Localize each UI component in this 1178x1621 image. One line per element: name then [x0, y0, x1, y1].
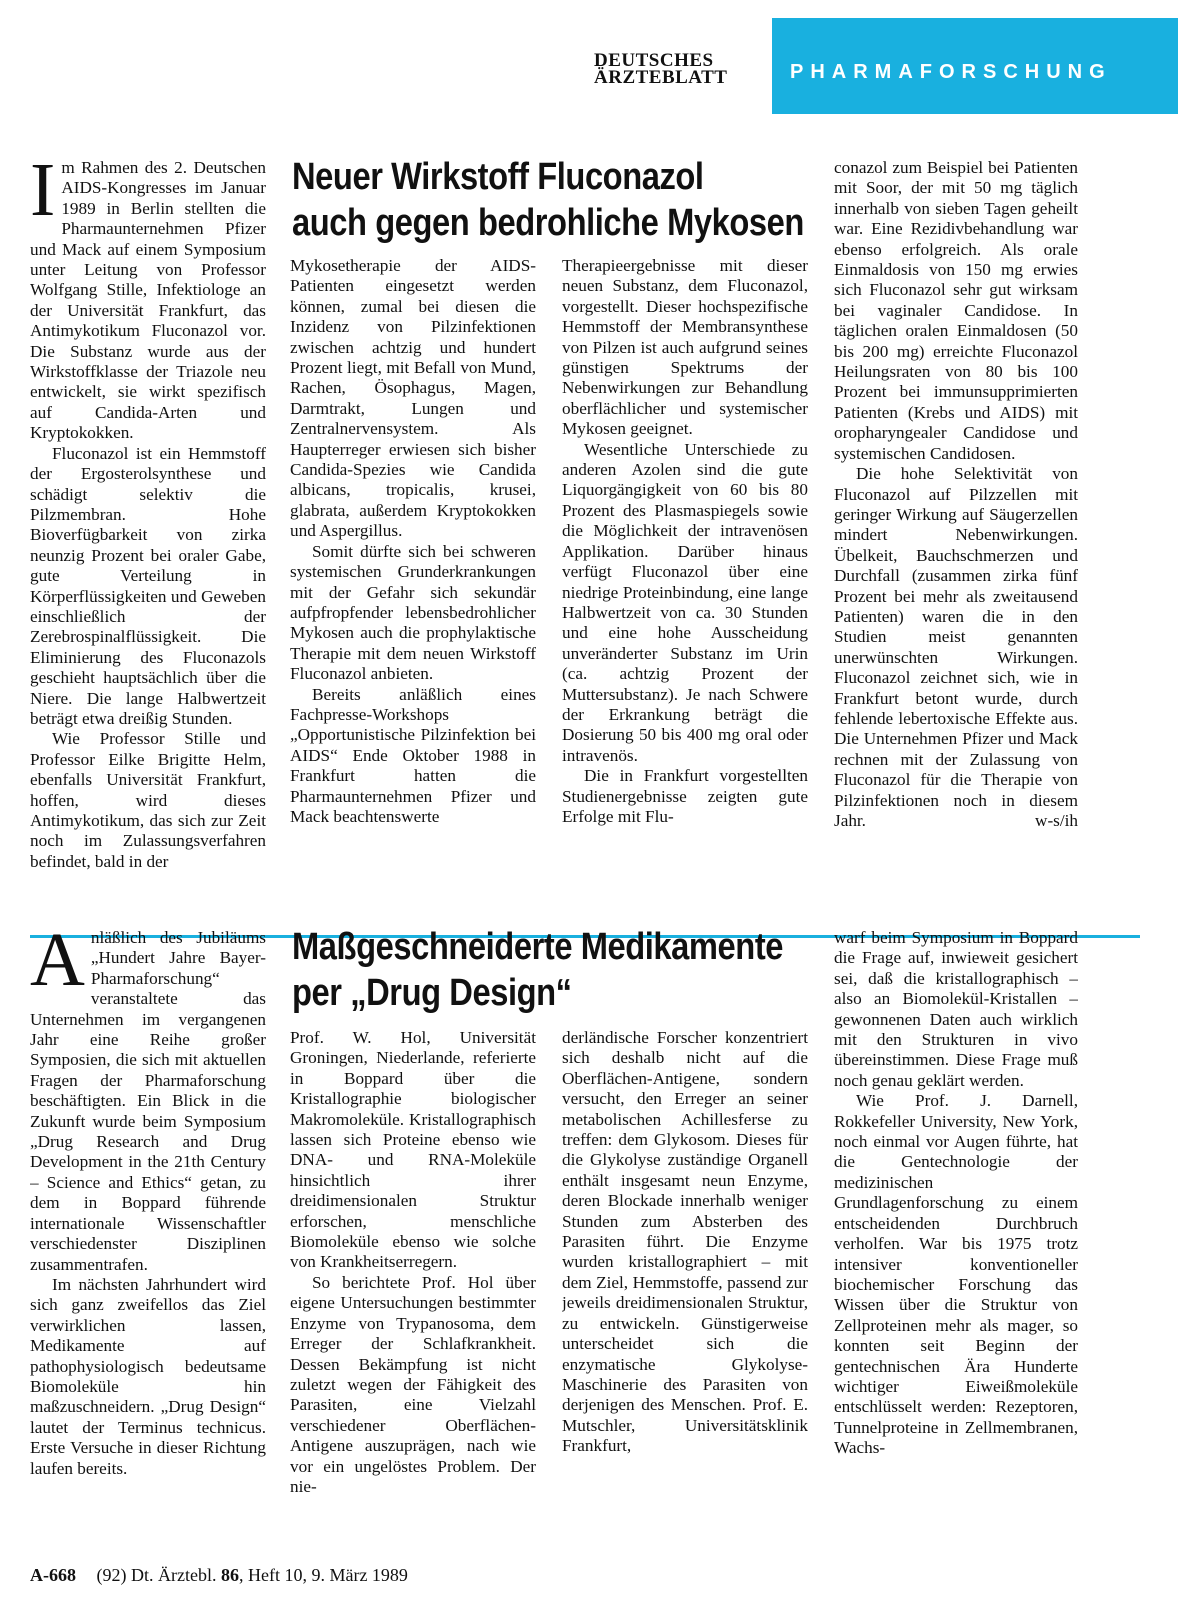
dropcap: A	[30, 928, 85, 1002]
page-footer	[30, 1565, 408, 1586]
article2-column-4	[834, 928, 1078, 1498]
paragraph: Im nächsten Jahrhundert wird sich ganz zweifellos das Ziel verwirklichen lassen, Medikamente auf pathophysiologisch bedeutsame Biomoleküle hin maßzuschneidern. „Drug Design“ lautet der Terminus technicus. Erste Versuche in dieser Richtung laufen bereits.	[30, 1274, 266, 1478]
article1-column-1	[30, 158, 266, 888]
paragraph: Prof. W. Hol, Universität Groningen, Niederlande, referierte in Boppard über die Kristallographie biologischer Makromoleküle. Kristallographisch lassen sich Proteine ebenso wie DNA- und RNA-Moleküle hinsichtlich ihrer dreidimensionalen Struktur erforschen, menschliche Biomoleküle ebenso wie solche von Krankheitserregern.	[290, 1028, 536, 1272]
headline-line: auch gegen bedrohliche Mykosen	[292, 202, 804, 244]
dropcap: I	[30, 158, 56, 232]
article-fluconazol	[0, 158, 1178, 928]
article2-column-2	[290, 1028, 536, 1498]
article2-column-3	[562, 1028, 808, 1498]
paragraph: derländische Forscher konzentriert sich deshalb nicht auf die Oberflächen-Antigene, sondern versucht, den Erreger an seiner metabolischen Achillesferse zu treffen: dem Glykosom. Dieses für die Glykolyse zuständige Organell enthält insgesamt neun Enzyme, deren Blockade innerhalb weniger Stunden zum Absterben des Parasiten führt. Die Enzyme wurden kristallographiert – mit dem Ziel, Hemmstoffe, passend zur jeweils dreidimensionalen Struktur, zu entwickeln. Günstigerweise unterscheidet sich die enzymatische Glykolyse-Maschinerie des Parasiten von derjenigen des Menschen. Prof. E. Mutschler, Universitätsklinik Frankfurt,	[562, 1028, 808, 1456]
paragraph: warf beim Symposium in Boppard die Frage auf, inwieweit gesichert sei, daß die kristallographisch – also an Biomolekül-Kristallen – gewonnenen Daten auch wirklich mit den Strukturen in vivo übereinstimmen. Diese Frage muß noch genau geklärt werden.	[834, 928, 1078, 1090]
paragraph: Therapieergebnisse mit dieser neuen Substanz, dem Fluconazol, vorgestellt. Dieser hochspezifische Hemmstoff der Membransynthese von Pilzen ist auch aufgrund seines günstigen Spektrums der Nebenwirkungen zur Behandlung oberflächlicher und systemischer Mykosen geeignet.	[562, 256, 808, 439]
paragraph: conazol zum Beispiel bei Patienten mit Soor, der mit 50 mg täglich innerhalb von sieben Tagen geheilt war. Eine Rezidivbehandlung war ebenso erfolgreich. Als orale Einmaldosis von 150 mg erwies sich Fluconazol sehr gut wirksam bei vaginaler Candidose. In täglichen oralen Einmaldosen (50 bis 200 mg) erreichte Fluconazol Heilungsraten von 80 bis 100 Prozent bei immunsupprimierten Patienten (Krebs und AIDS) mit oropharyngealer Candidose und systemischen Candidosen.	[834, 158, 1078, 463]
article-drug-design	[0, 926, 1178, 1560]
paragraph: Wie Prof. J. Darnell, Rokkefeller University, New York, noch einmal vor Augen führte, hat die Gentechnologie der medizinischen Grundlagenforschung zu einem entscheidenden Durchbruch verholfen. War bis 1975 trotz intensiver konventioneller biochemischer Forschung das Wissen über die Struktur von Zellproteinen mehr als mager, so konnten seit Beginn der gentechnischen Ära Hunderte wichtiger Eiweißmoleküle entschlüsselt werden: Rezeptoren, Tunnelproteine in Zellmembranen, Wachs-	[834, 1091, 1078, 1458]
article2-headline	[292, 924, 783, 1016]
headline-line: per „Drug Design“	[292, 972, 572, 1014]
article1-column-4	[834, 158, 1078, 888]
paragraph: Die hohe Selektivität von Fluconazol auf Pilzzellen mit geringer Wirkung auf Säugerzellen mindert Nebenwirkungen. Übelkeit, Bauchschmerzen und Durchfall (zusammen zirka fünf Prozent bei mehr als zweitausend Patienten) waren die in den Studien meist genannten unerwünschten Wirkungen. Fluconazol zeichnet sich, wie in Frankfurt betont wurde, durch fehlende lebertoxische Effekte aus. Die Unternehmen Pfizer und Mack rechnen mit der Zulassung von Fluconazol für die Therapie von Pilzinfektionen noch in diesem Jahr.	[834, 464, 1078, 830]
section-banner: PHARMAFORSCHUNG	[772, 18, 1178, 114]
citation-volume: 86	[220, 1565, 239, 1585]
paragraph: Fluconazol ist ein Hemmstoff der Ergosterolsynthese und schädigt selektiv die Pilzmembran. Hohe Bioverfügbarkeit von zirka neunzig Prozent bei oraler Gabe, gute Verteilung in Körperflüssigkeiten und Geweben einschließlich der Zerebrospinalflüssigkeit. Die Eliminierung des Fluconazols geschieht hauptsächlich über die Niere. Die lange Halbwertzeit beträgt etwa dreißig Stunden.	[30, 443, 266, 728]
paragraph: m Rahmen des 2. Deutschen AIDS-Kongresses im Januar 1989 in Berlin stellten die Pharmaunternehmen Pfizer und Mack auf einem Symposium unter Leitung von Professor Wolfgang Stille, Infektiologe an der Universität Frankfurt, das Antimykotikum Fluconazol vor. Die Substanz wurde aus der Wirkstoffklasse der Triazole neu entwickelt, sie wirkt spezifisch auf Candida-Arten und Kryptokokken.	[30, 158, 266, 443]
article2-column-1	[30, 928, 266, 1498]
paragraph: Bereits anläßlich eines Fachpresse-Workshops „Opportunistische Pilzinfektion bei AIDS“ Ende Oktober 1988 in Frankfurt hatten die Pharmaunternehmen Pfizer und Mack beachtenswerte	[290, 684, 536, 826]
paragraph: Wie Professor Stille und Professor Eilke Brigitte Helm, ebenfalls Universität Frankfurt, hoffen, wird dieses Antimykotikum, das sich zur Zeit noch im Zulassungsverfahren befindet, bald in der	[30, 729, 266, 871]
citation-suffix: , Heft 10, 9. März 1989	[238, 1565, 408, 1585]
article1-headline	[292, 154, 804, 246]
masthead-line2: ÄRZTEBLATT	[594, 67, 728, 88]
paragraph: Wesentliche Unterschiede zu anderen Azolen sind die gute Liquorgängigkeit von 60 bis 80 Prozent des Plasmaspiegels sowie die Möglichkeit der intravenösen Applikation. Darüber hinaus verfügt Fluconazol über eine niedrige Proteinbindung, eine lange Halbwertzeit von ca. 30 Stunden und eine hohe Ausscheidung unveränderter Substanz im Urin (ca. achtzig Prozent der Muttersubstanz). Je nach Schwere der Erkrankung beträgt die Dosierung 50 bis 400 mg oral oder intravenös.	[562, 439, 808, 765]
article1-column-2	[290, 256, 536, 888]
article1-column-3	[562, 256, 808, 888]
paragraph: Somit dürfte sich bei schweren systemischen Grunderkrankungen mit der Gefahr sich sekundär aufpfropfender lebensbedrohlicher Mykosen auch die prophylaktische Therapie mit dem neuen Wirkstoff Fluconazol anbieten.	[290, 541, 536, 684]
paragraph: nläßlich des Jubiläums „Hundert Jahre Bayer-Pharmaforschung“ veranstaltete das Unternehmen im vergangenen Jahr eine Reihe großer Symposien, die sich mit aktuellen Fragen der Pharmaforschung beschäftigten. Ein Blick in die Zukunft wurde beim Symposium „Drug Research and Drug Development in the 21th Century – Science and Ethics“ getan, zu dem in Boppard führende internationale Wissenschaftler verschiedenster Disziplinen zusammentrafen.	[30, 928, 266, 1274]
author-signature: w-s/ih	[1035, 811, 1078, 830]
paragraph: Mykosetherapie der AIDS-Patienten eingesetzt werden können, zumal bei diesen die Inzidenz von Pilzinfektionen zwischen achtzig und hundert Prozent liegt, mit Befall von Mund, Rachen, Ösophagus, Magen, Darmtrakt, Lungen und Zentralnervensystem. Als Haupterreger erwiesen sich bisher Candida-Spezies wie Candida albicans, tropicalis, krusei, glabrata, außerdem Kryptokokken und Aspergillus.	[290, 256, 536, 541]
paragraph: Die in Frankfurt vorgestellten Studienergebnisse zeigten gute Erfolge mit Flu-	[562, 766, 808, 826]
headline-line: Neuer Wirkstoff Fluconazol	[292, 156, 704, 198]
page-number: A-668	[30, 1565, 76, 1585]
masthead-line1: DEUTSCHES	[594, 50, 714, 71]
masthead-logo	[594, 52, 764, 86]
paragraph: So berichtete Prof. Hol über eigene Untersuchungen bestimmter Enzyme von Trypanosoma, dem Erreger der Schlafkrankheit. Dessen Bekämpfung ist nicht zuletzt wegen der Fähigkeit des Parasiten, eine Vielzahl verschiedener Oberflächen-Antigene auszuprägen, nach wie vor ein ungelöstes Problem. Der nie-	[290, 1272, 536, 1496]
citation-prefix: (92) Dt. Ärztebl.	[96, 1565, 217, 1585]
headline-line: Maßgeschneiderte Medikamente	[292, 926, 784, 968]
